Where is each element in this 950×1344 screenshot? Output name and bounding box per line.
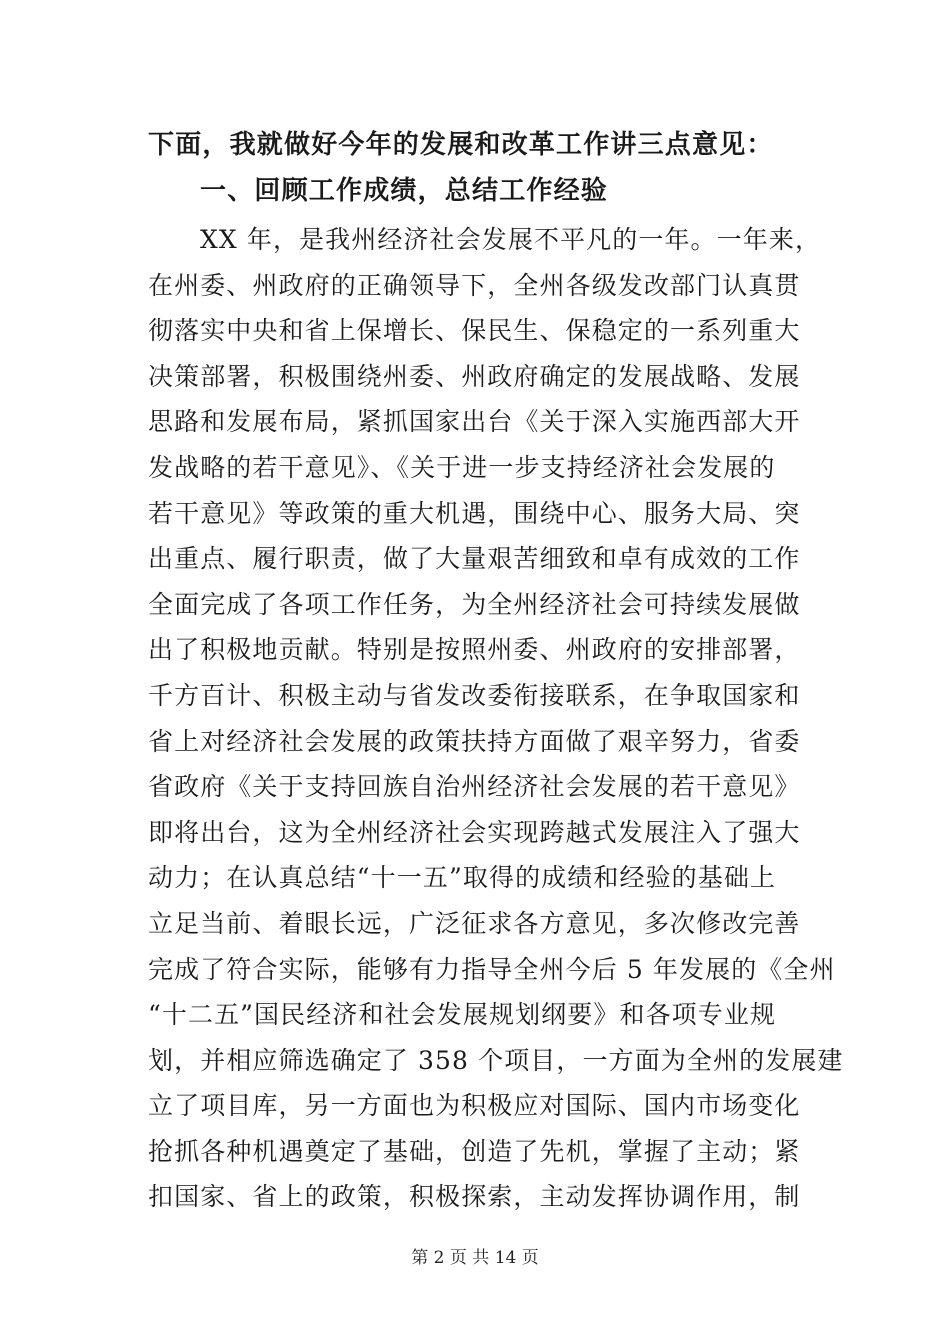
paragraph-line: 扣国家、省上的政策，积极探索，主动发挥协调作用，制	[148, 1182, 801, 1212]
paragraph-line: 决策部署，积极围绕州委、州政府确定的发展战略、发展	[148, 361, 801, 391]
paragraph-line: 发战略的若干意见》、《关于进一步支持经济社会发展的	[148, 452, 776, 482]
body-paragraph	[148, 217, 844, 1220]
intro-heading: 下面，我就做好今年的发展和改革工作讲三点意见：	[148, 130, 774, 160]
paragraph-line: 彻落实中央和省上保增长、保民生、保稳定的一系列重大	[148, 316, 801, 346]
page-number-footer: 第 2 页 共 14 页	[411, 1248, 539, 1268]
paragraph-line: 抢抓各种机遇奠定了基础，创造了先机，掌握了主动；紧	[148, 1136, 801, 1166]
paragraph-line: 省上对经济社会发展的政策扶持方面做了艰辛努力，省委	[148, 726, 801, 756]
paragraph-line: 省政府《关于支持回族自治州经济社会发展的若干意见》	[148, 772, 801, 802]
paragraph-line: 全面完成了各项工作任务，为全州经济社会可持续发展做	[148, 589, 801, 619]
paragraph-line: 出重点、履行职责，做了大量艰苦细致和卓有成效的工作	[148, 544, 801, 574]
paragraph-line: 出了积极地贡献。特别是按照州委、州政府的安排部署，	[148, 635, 801, 665]
paragraph-line: 即将出台，这为全州经济社会实现跨越式发展注入了强大	[148, 817, 801, 847]
paragraph-line: 动力；在认真总结“十一五”取得的成绩和经验的基础上	[148, 863, 777, 893]
paragraph-line: “十二五”国民经济和社会发展规划纲要》和各项专业规	[148, 1000, 777, 1030]
paragraph-line: XX 年，是我州经济社会发展不平凡的一年。一年来，	[200, 225, 822, 254]
paragraph-line: 立足当前、着眼长远，广泛征求各方意见，多次修改完善	[148, 908, 801, 938]
paragraph-line: 千方百计、积极主动与省发改委衔接联系，在争取国家和	[148, 680, 801, 710]
paragraph-line: 立了项目库，另一方面也为积极应对国际、国内市场变化	[148, 1091, 801, 1121]
paragraph-line: 若干意见》等政策的重大机遇，围绕中心、服务大局、突	[148, 498, 801, 528]
paragraph-line: 思路和发展布局，紧抓国家出台《关于深入实施西部大开	[148, 407, 801, 437]
section-title: 一、回顾工作成绩，总结工作经验	[200, 176, 609, 206]
paragraph-line: 在州委、州政府的正确领导下，全州各级发改部门认真贯	[148, 270, 801, 300]
paragraph-line: 完成了符合实际，能够有力指导全州今后 5 年发展的《全州	[148, 954, 836, 984]
paragraph-line: 划，并相应筛选确定了 358 个项目，一方面为全州的发展建	[148, 1045, 844, 1075]
